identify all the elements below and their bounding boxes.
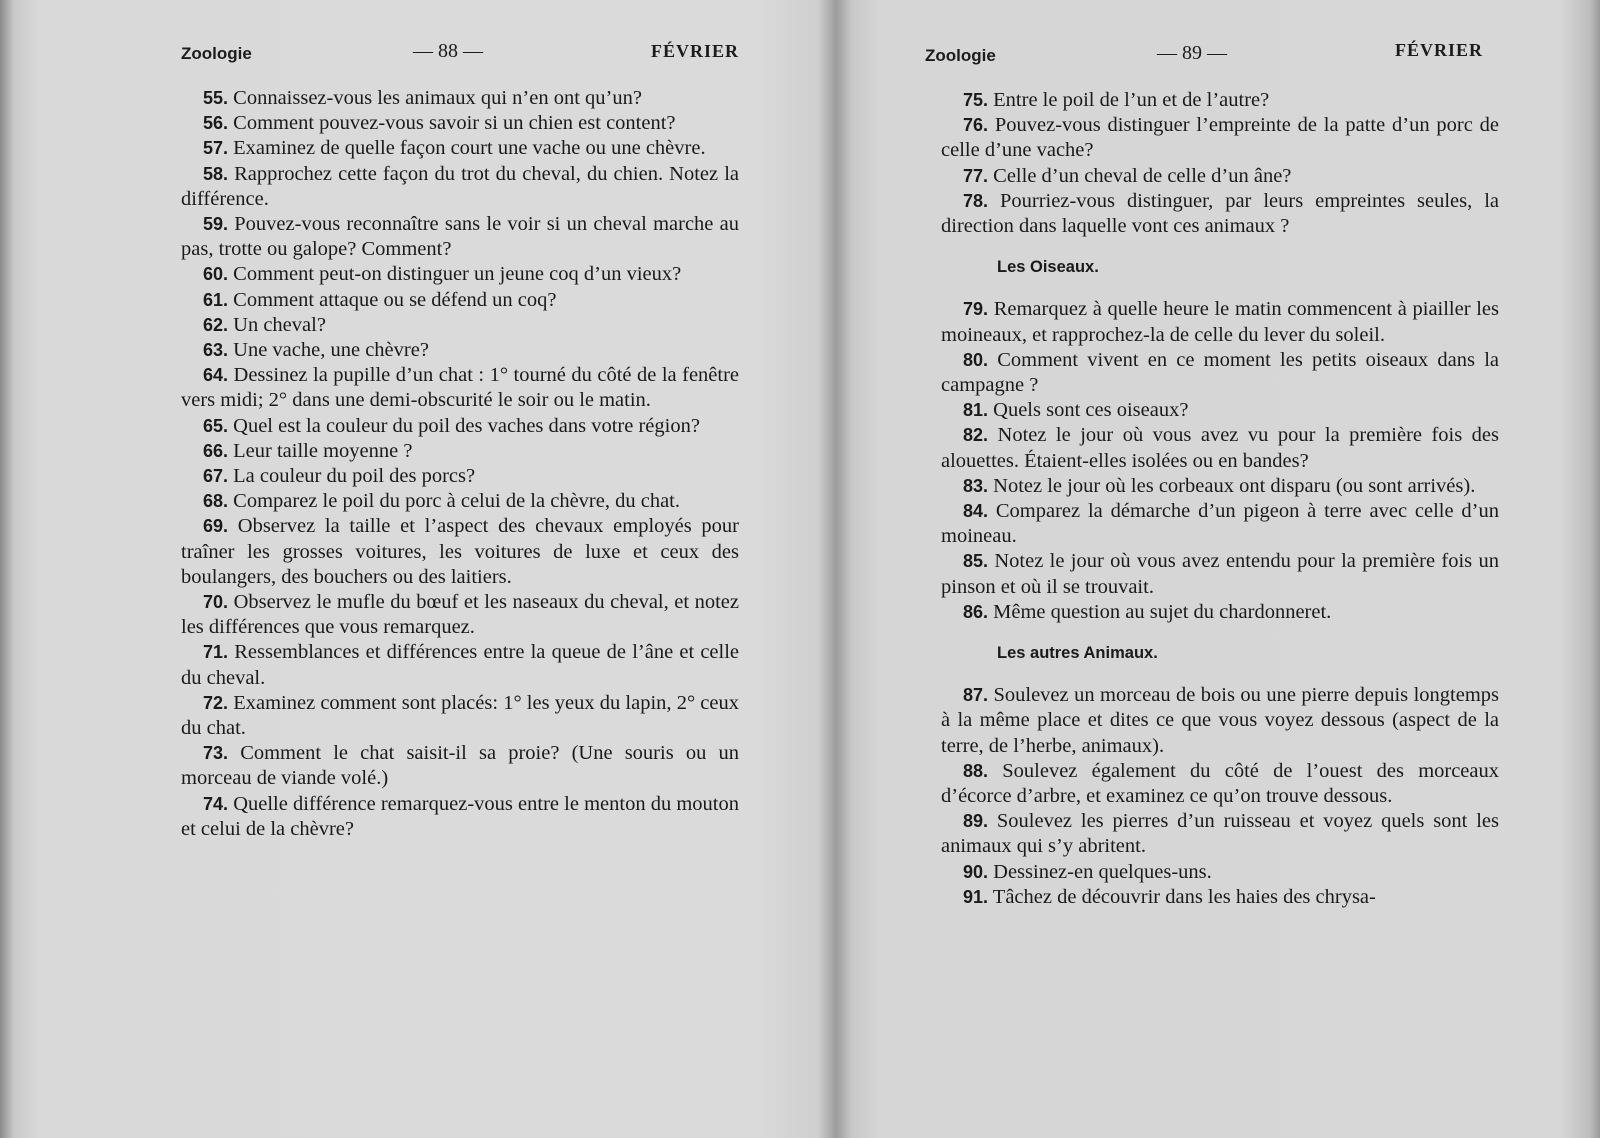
question-text: Observez le mufle du bœuf et les naseaux du cheval, et notez les différences que vous remarquez. [181,591,740,639]
question-number: 57. [203,138,229,159]
question-item [941,860,1499,885]
question-number: 59. [203,214,229,235]
question-item [941,759,1499,809]
question-number: 87. [963,685,989,706]
question-item [941,549,1499,599]
question-number: 86. [963,601,989,622]
question-item [181,288,739,313]
question-item [181,111,739,136]
question-text: Quelle différence remarquez-vous entre le menton du mouton et celui de la chèvre? [181,792,740,840]
question-number: 78. [963,190,989,211]
question-number: 64. [203,365,229,386]
month-label: FÉVRIER [1394,40,1483,60]
month-label: FÉVRIER [650,41,739,61]
question-number: 58. [203,163,229,184]
section-heading-other-animals: Les autres Animaux. [997,644,1158,663]
question-text: Leur taille moyenne ? [233,439,413,462]
question-item [941,348,1499,398]
question-item [181,86,739,111]
question-text: Tâchez de découvrir dans les haies des chrysa- [992,885,1376,908]
question-text: Une vache, une chèvre? [233,339,429,362]
question-number: 91. [963,886,989,907]
question-text: Rapprochez cette façon du trot du cheval, du chien. Notez la différence. [181,162,740,210]
question-item [181,313,739,338]
question-item [181,414,739,439]
question-item [181,262,739,287]
question-number: 65. [203,415,229,436]
question-number: 90. [963,861,989,882]
question-number: 79. [963,299,989,320]
section-title: Zoologie [181,44,252,63]
question-text: Notez le jour où vous avez vu pour la première fois des alouettes. Étaient-elles isolées ou en bandes? [941,424,1500,472]
question-text: Notez le jour où vous avez entendu pour la première fois un pinson et où il se trouvait. [941,550,1499,598]
question-text: Pourriez-vous distinguer, par leurs empreintes seules, la direction dans laquelle vont ces animaux ? [941,189,1500,238]
question-text: Soulevez également du côté de l’ouest des morceaux d’écorce d’arbre, et examinez ce qu’on trouve dessous. [941,759,1500,808]
question-list [941,683,1499,910]
question-item [181,792,739,842]
question-item [181,691,739,741]
question-text: Soulevez les pierres d’un ruisseau et voyez quels sont les animaux qui s’y abritent. [941,810,1499,858]
question-number: 77. [963,165,989,186]
question-text: Observez la taille et l’aspect des chevaux employés pour traîner les grosses voitures, les voitures de luxe et ceux des boulangers, des bouchers ou des laitiers. [181,515,740,588]
question-text: Connaissez-vous les animaux qui n’en ont qu’un? [233,87,642,109]
question-number: 81. [963,400,989,421]
section-heading-birds: Les Oiseaux. [997,258,1099,277]
question-item [181,363,739,413]
question-text: Pouvez-vous reconnaître sans le voir si un cheval marche au pas, trotte ou galope? Comment? [181,213,739,261]
page-body [181,86,739,842]
question-number: 62. [203,314,229,335]
question-number: 72. [203,692,229,713]
question-text: Dessinez-en quelques-uns. [993,860,1212,883]
question-text: Examinez de quelle façon court une vache ou une chèvre. [233,137,706,160]
question-text: Notez le jour où les corbeaux ont disparu (ou sont arrivés). [993,474,1476,497]
question-item [941,423,1499,473]
question-list [181,86,739,842]
question-item [941,885,1499,910]
question-item [941,297,1499,347]
question-item [181,162,739,212]
question-text: Comment pouvez-vous savoir si un chien est content? [233,112,676,135]
question-item [181,212,739,262]
question-text: Comment vivent en ce moment les petits oiseaux dans la campagne ? [941,348,1500,397]
question-item [181,489,739,514]
question-item [181,590,739,640]
question-list [941,88,1499,239]
section-title: Zoologie [925,46,996,65]
question-text: Celle d’un cheval de celle d’un âne? [993,164,1292,187]
page-header [181,40,739,70]
question-item [181,439,739,464]
question-item [941,809,1499,859]
question-item [941,600,1499,625]
question-number: 74. [203,793,229,814]
question-text: Comparez la démarche d’un pigeon à terre avec celle d’un moineau. [941,500,1499,548]
question-item [941,88,1499,113]
page-number: — 88 — [413,40,483,62]
question-item [941,164,1499,189]
page-number: — 89 — [1157,42,1227,64]
question-number: 63. [203,340,229,361]
question-text: Comment le chat saisit-il sa proie? (Une souris ou un morceau de viande volé.) [181,742,739,790]
question-number: 84. [963,501,989,522]
question-item [941,398,1499,423]
page-body [941,88,1499,910]
question-number: 89. [963,811,989,832]
question-text: Ressemblances et différences entre la queue de l’âne et celle du cheval. [181,641,740,689]
question-text: Entre le poil de l’un et de l’autre? [993,89,1270,111]
question-number: 71. [203,642,229,663]
question-item [941,113,1499,163]
question-item [941,474,1499,499]
question-number: 69. [203,516,229,537]
question-text: Pouvez-vous distinguer l’empreinte de la patte d’un porc de celle d’une vache? [941,114,1499,162]
question-item [181,741,739,791]
question-list [941,297,1499,625]
question-text: Un cheval? [233,313,326,336]
question-number: 73. [203,743,229,764]
question-item [941,189,1499,239]
question-text: Comment attaque ou se défend un coq? [233,288,557,311]
question-text: Comment peut-on distinguer un jeune coq d’un vieux? [233,263,682,286]
question-number: 75. [963,90,989,110]
question-number: 85. [963,551,989,572]
question-item [181,338,739,363]
question-text: Comparez le poil du porc à celui de la chèvre, du chat. [233,490,680,513]
question-number: 61. [203,289,229,310]
question-item [181,640,739,690]
question-number: 83. [963,475,989,496]
question-text: Soulevez un morceau de bois ou une pierre depuis longtemps à la même place et dites ce que vous voyez dessous (aspect de la terre, de l’herbe, animaux). [941,684,1500,757]
question-number: 68. [203,491,229,512]
question-text: Quel est la couleur du poil des vaches dans votre région? [233,414,700,437]
question-item [181,514,739,590]
question-number: 66. [203,440,229,461]
question-number: 70. [203,592,229,613]
question-item [941,683,1499,759]
question-number: 76. [963,115,989,136]
question-text: Examinez comment sont placés: 1° les yeux du lapin, 2° ceux du chat. [181,691,739,740]
question-number: 88. [963,760,989,781]
question-text: Dessinez la pupille d’un chat : 1° tourné du côté de la fenêtre vers midi; 2° dans une demi-obscurité le soir ou le matin. [181,364,740,412]
question-number: 82. [963,425,989,446]
question-text: La couleur du poil des porcs? [233,465,476,488]
question-item [181,464,739,489]
question-number: 60. [203,264,229,285]
question-item [941,499,1499,549]
question-text: Remarquez à quelle heure le matin commencent à piailler les moineaux, et rapprochez-la de celle du lever du soleil. [941,298,1500,346]
question-text: Quels sont ces oiseaux? [993,399,1189,422]
question-text: Même question au sujet du chardonneret. [993,600,1332,623]
question-number: 56. [203,113,229,134]
right-page [838,0,1600,1138]
question-number: 55. [203,88,229,108]
question-item [181,136,739,161]
question-number: 67. [203,466,229,487]
page-header [925,40,1483,70]
question-number: 80. [963,349,989,370]
